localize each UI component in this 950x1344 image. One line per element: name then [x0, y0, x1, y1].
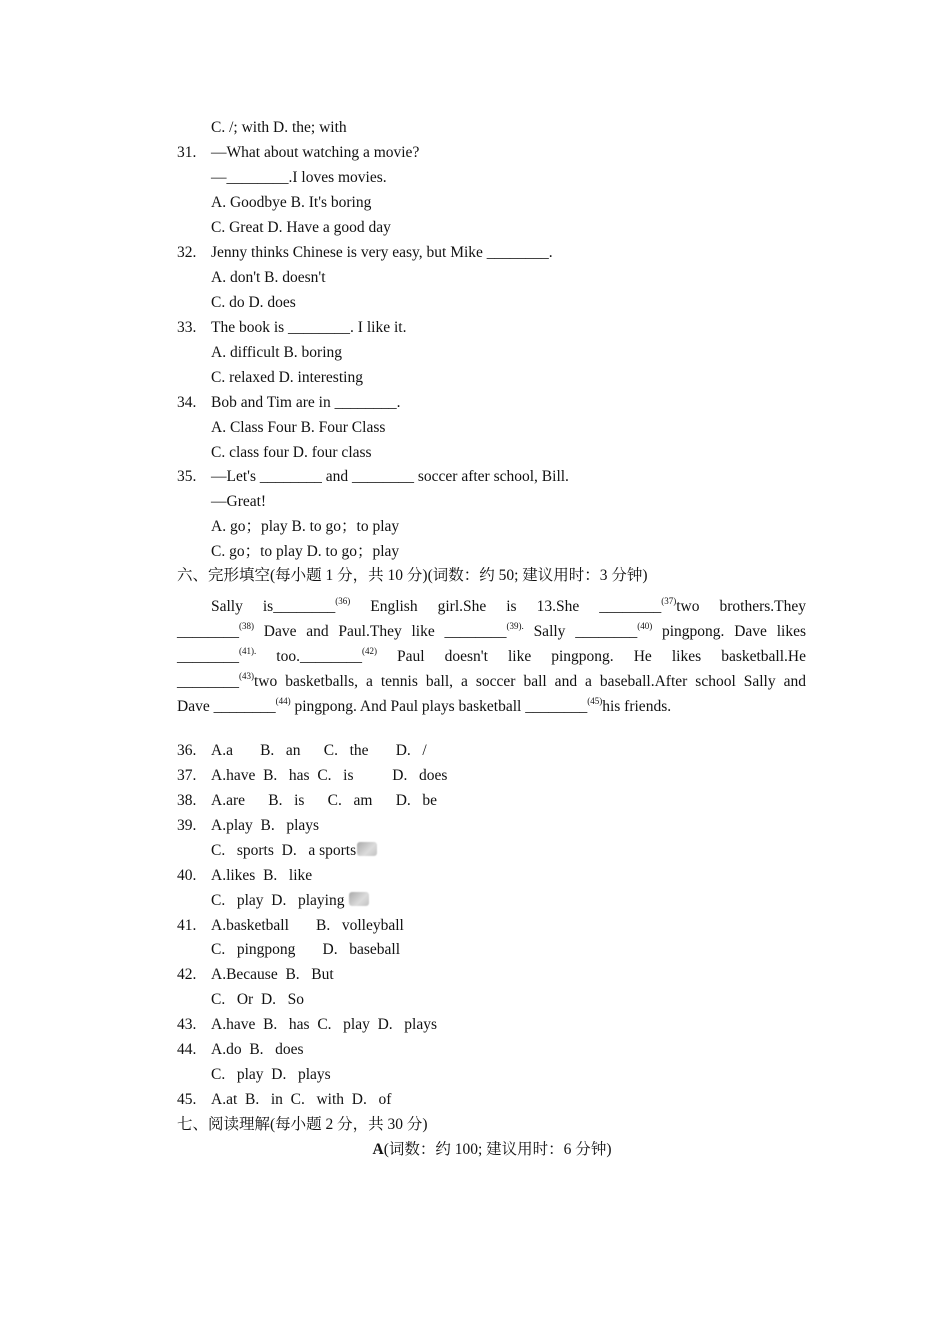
q43-number: 43.: [177, 1016, 197, 1033]
q36-options: A.a B. an C. the D. /: [211, 742, 427, 759]
q31-options-cd: C. Great D. Have a good day: [211, 219, 391, 236]
q39-number: 39.: [177, 817, 197, 834]
q34-options-cd: C. class four D. four class: [211, 444, 372, 461]
q37-number: 37.: [177, 767, 197, 784]
q30-options-cd: C. /; with D. the; with: [211, 119, 347, 136]
q32-number: 32.: [177, 244, 197, 261]
q34-number: 34.: [177, 394, 197, 411]
q35-number: 35.: [177, 468, 197, 485]
q34-options-ab: A. Class Four B. Four Class: [211, 419, 386, 436]
q32-stem: Jenny thinks Chinese is very easy, but Mike ________.: [211, 244, 553, 261]
q32-options-ab: A. don't B. doesn't: [211, 269, 326, 286]
q37-options: A.have B. has C. is D. does: [211, 767, 448, 784]
q35-options-ab: A. go；play B. to go；to play: [211, 518, 400, 535]
cloze-passage-line-5: Dave ________$^{(44)}$ pingpong. And Paul plays basketball ________$^{(45)}$his friends.: [177, 696, 672, 715]
q41-options-cd: C. pingpong D. baseball: [211, 941, 400, 958]
q38-number: 38.: [177, 792, 197, 809]
q31-options-ab: A. Goodbye B. It's boring: [211, 194, 372, 211]
q35-response: —Great!: [211, 493, 267, 510]
q35-stem: —Let's ________ and ________ soccer after school, Bill.: [211, 468, 569, 485]
q36-number: 36.: [177, 742, 197, 759]
q44-number: 44.: [177, 1041, 197, 1058]
audio-icon: [349, 892, 369, 906]
q41-number: 41.: [177, 917, 197, 934]
q33-options-cd: C. relaxed D. interesting: [211, 369, 363, 386]
q39-options-cd: C. sports D. a sports: [211, 842, 357, 859]
q40-number: 40.: [177, 867, 197, 884]
q34-stem: Bob and Tim are in ________.: [211, 394, 401, 411]
q40-options-ab: A.likes B. like: [211, 867, 313, 884]
cloze-passage-line-2: ________$^{(38)}$ Dave and Paul.They like ________$^{(39).}$ Sally ________$^{(40)}$ pingpong. Dave likes: [177, 621, 806, 640]
cloze-passage-line-1: Sally is________$^{(36)}$ English girl.She is 13.She ________$^{(37)}$two brothers.They: [211, 596, 807, 615]
q33-options-ab: A. difficult B. boring: [211, 344, 343, 361]
audio-icon: [357, 842, 377, 856]
cloze-passage-line-3: ________$^{(41).}$ too.________$^{(42)}$ Paul doesn't like pingpong. He likes basketball.He: [177, 646, 806, 665]
q33-stem: The book is ________. I like it.: [211, 319, 407, 336]
reading-part-a-heading: A(词数：约 100; 建议用时：6 分钟): [372, 1141, 612, 1158]
q45-number: 45.: [177, 1091, 197, 1108]
section7-heading: 七、阅读理解(每小题 2 分，共 30 分): [177, 1116, 428, 1133]
q42-number: 42.: [177, 966, 197, 983]
q40-options-cd-row: [211, 891, 369, 911]
q31-stem: —What about watching a movie?: [211, 144, 420, 161]
q38-options: A.are B. is C. am D. be: [211, 792, 438, 809]
q39-options-ab: A.play B. plays: [211, 817, 320, 834]
q39-options-cd-row: [211, 841, 377, 861]
q42-options-ab: A.Because B. But: [211, 966, 334, 983]
q45-options: A.at B. in C. with D. of: [211, 1091, 392, 1108]
q42-options-cd: C. Or D. So: [211, 991, 305, 1008]
cloze-passage-line-4: ________$^{(43)}$two basketballs, a tennis ball, a soccer ball and a baseball.After school Sally and: [177, 671, 806, 690]
q31-response: —________.I loves movies.: [211, 169, 387, 186]
q43-options: A.have B. has C. play D. plays: [211, 1016, 438, 1033]
q35-options-cd: C. go；to play D. to go；play: [211, 543, 400, 560]
q44-options-cd: C. play D. plays: [211, 1066, 331, 1083]
q31-number: 31.: [177, 144, 197, 161]
q44-options-ab: A.do B. does: [211, 1041, 304, 1058]
q41-options-ab: A.basketball B. volleyball: [211, 917, 404, 934]
q40-options-cd: C. play D. playing: [211, 892, 345, 909]
q32-options-cd: C. do D. does: [211, 294, 296, 311]
section6-heading: 六、完形填空(每小题 1 分，共 10 分)(词数：约 50; 建议用时：3 分钟): [177, 567, 648, 584]
q33-number: 33.: [177, 319, 197, 336]
